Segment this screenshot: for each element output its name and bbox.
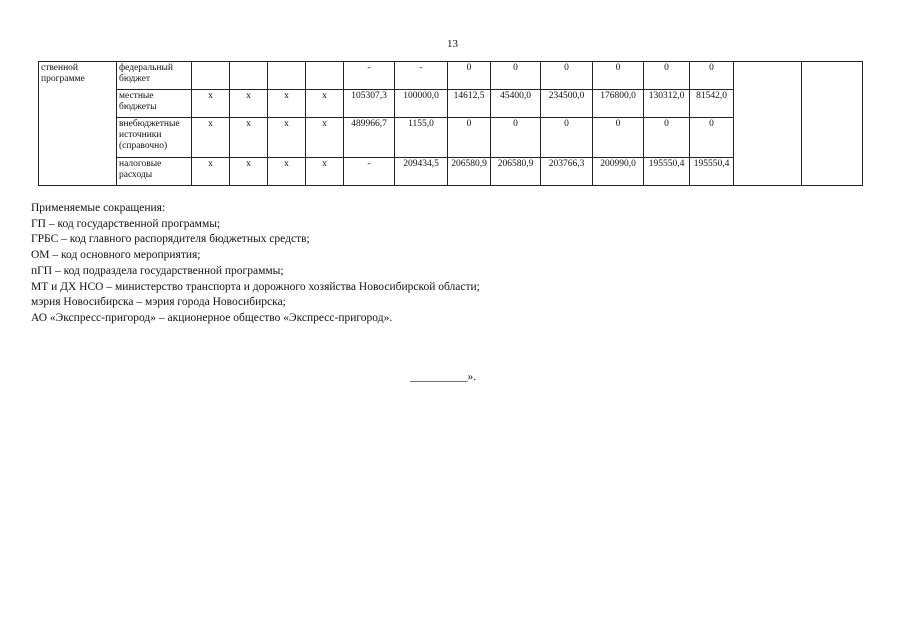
cell: 0 bbox=[491, 62, 541, 90]
cell: 195550,4 bbox=[644, 158, 690, 186]
cell: x bbox=[306, 158, 344, 186]
cell: x bbox=[230, 158, 268, 186]
section-label: ственной программе bbox=[39, 62, 117, 186]
abbreviation-item: АО «Экспресс-пригород» – акционерное общество «Экспресс-пригород». bbox=[31, 311, 393, 324]
cell: 0 bbox=[593, 118, 644, 158]
table-row bbox=[39, 62, 863, 90]
cell: x bbox=[192, 90, 230, 118]
cell: 489966,7 bbox=[344, 118, 395, 158]
cell: 206580,9 bbox=[448, 158, 491, 186]
cell bbox=[734, 62, 802, 186]
cell: 0 bbox=[593, 62, 644, 90]
cell: x bbox=[230, 90, 268, 118]
cell: 0 bbox=[690, 118, 734, 158]
budget-table bbox=[38, 61, 863, 186]
cell: 14612,5 bbox=[448, 90, 491, 118]
cell bbox=[802, 62, 863, 186]
abbreviation-item: мэрия Новосибирска – мэрия города Новосибирска; bbox=[31, 296, 286, 309]
cell: x bbox=[230, 118, 268, 158]
abbreviation-item: пГП – код подраздела государственной программы; bbox=[31, 264, 284, 277]
cell: 0 bbox=[541, 118, 593, 158]
cell: 203766,3 bbox=[541, 158, 593, 186]
cell: x bbox=[268, 158, 306, 186]
cell: 176800,0 bbox=[593, 90, 644, 118]
closing-mark: __________». bbox=[410, 371, 477, 383]
cell: 0 bbox=[448, 118, 491, 158]
cell: 0 bbox=[541, 62, 593, 90]
cell: 0 bbox=[690, 62, 734, 90]
cell bbox=[192, 62, 230, 90]
cell: - bbox=[344, 62, 395, 90]
cell: 209434,5 bbox=[395, 158, 448, 186]
cell: 0 bbox=[491, 118, 541, 158]
abbreviation-item: ОМ – код основного мероприятия; bbox=[31, 249, 201, 262]
cell: x bbox=[306, 90, 344, 118]
row-label: местные бюджеты bbox=[117, 90, 192, 118]
cell: 1155,0 bbox=[395, 118, 448, 158]
cell: 100000,0 bbox=[395, 90, 448, 118]
cell: 105307,3 bbox=[344, 90, 395, 118]
row-label: федеральный бюджет bbox=[117, 62, 192, 90]
cell: 206580,9 bbox=[491, 158, 541, 186]
abbreviations-section bbox=[31, 201, 480, 327]
cell: 234500,0 bbox=[541, 90, 593, 118]
page-number: 13 bbox=[447, 38, 458, 50]
cell: 0 bbox=[644, 62, 690, 90]
cell: x bbox=[192, 118, 230, 158]
cell: - bbox=[344, 158, 395, 186]
cell: 130312,0 bbox=[644, 90, 690, 118]
cell: 45400,0 bbox=[491, 90, 541, 118]
abbreviation-item: МТ и ДХ НСО – министерство транспорта и дорожного хозяйства Новосибирской области; bbox=[31, 280, 480, 293]
cell: x bbox=[268, 90, 306, 118]
cell: 195550,4 bbox=[690, 158, 734, 186]
row-label: налоговые расходы bbox=[117, 158, 192, 186]
cell bbox=[306, 62, 344, 90]
cell: 81542,0 bbox=[690, 90, 734, 118]
row-label: внебюджетные источники (справочно) bbox=[117, 118, 192, 158]
cell bbox=[268, 62, 306, 90]
cell bbox=[230, 62, 268, 90]
cell: 0 bbox=[644, 118, 690, 158]
cell: x bbox=[192, 158, 230, 186]
cell: x bbox=[268, 118, 306, 158]
cell: 0 bbox=[448, 62, 491, 90]
cell: - bbox=[395, 62, 448, 90]
abbreviation-item: ГРБС – код главного распорядителя бюджетных средств; bbox=[31, 233, 310, 246]
abbreviations-heading: Применяемые сокращения: bbox=[31, 202, 166, 214]
cell: x bbox=[306, 118, 344, 158]
cell: 200990,0 bbox=[593, 158, 644, 186]
abbreviation-item: ГП – код государственной программы; bbox=[31, 217, 221, 230]
